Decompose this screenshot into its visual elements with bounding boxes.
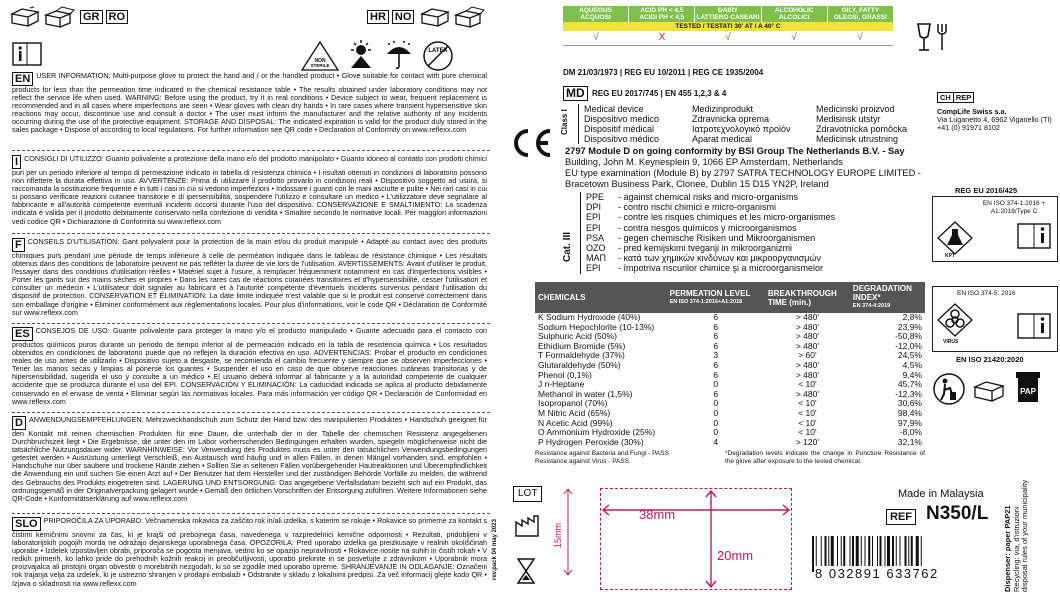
chem-name: M Nitric Acid (65%) [538, 407, 611, 418]
chem-name: N Acetic Acid (99%) [538, 417, 613, 428]
divider [12, 323, 490, 324]
text-it: CONSIGLI DI UTILIZZO: Guanto polivalente a protezione della mano e/o del prodotto manipolato • Guanto idoneo al contatto con prodotti chimici puri per un periodo inferiore al tempo di permeazione indicato in tabella di resistenza chimica • I risultati ottenuti in condizioni di laboratorio possono non riflettere la durata effettiva in uso. AVVERTENZE: Prima di utilizzare il prodotto provarlo in condizioni reali • Dispositivo soggetto ad usura, si raccomanda la sostituzione frequente e in tutti i casi in cui si vedono imperfezioni • Indossare i guanti con le mani asciutte e pulite • Nei rari casi in cui si possano verificare reazioni cutanee transitorie e di ipersensibilità, sospendere l'utilizzo e consultare un medico • L'utilizzatore deve segnalare al fabbricante e all'autorità competente eventuali incidenti occorsi durante l'uso del dispositivo. CONSERVAZIONE E SMALTIMENTO: La scadenza indicata è valida per il prodotto debitamente conservato nella confezione di vendita • Smaltire secondo le normative locali. Per maggiori informazioni vedi codice QR • Dichiarazione di Conformità su www.reflexx.com [12, 154, 487, 226]
ch-rep-tel: +41 (0) 91971 8102 [937, 123, 1000, 132]
chem-breakthrough: < 10' [798, 398, 817, 409]
box-open-icon-right [452, 6, 486, 28]
chem-breakthrough: > 480' [795, 340, 819, 351]
chem-header-label: DEGRADATION INDEX* [852, 284, 912, 302]
text-en: USER INFORMATION: Multi-purpose glove to protect the hand and / or the handled product • Glove suitable for contact with pure chemical products for less than the permeation time indicated in the chemical resistance table • The results obtained under laboratory conditions may not reflect the service life when used. WARNING: Before using the product, try it in real conditions • Device subject to wear, frequent replacement is recommended and in all cases where imperfections are seen • Wear gloves with clean dry hands • In rare cases where transient hypersensitive skin reactions may occur, discontinue use and consult a doctor • The user must inform the manufacturer and the relative authority of any incidents occurring during the use of the protective equipment. STORAGE AND DISPOSAL: The indicated expiration is valid for the product duly stored in the sales package • Dispose of according to local regulations. For further information see QR code • Declaration of Conformity on www.reflexx.com [12, 71, 487, 135]
food-col-sub: ACIDI PH < 4,5 [639, 14, 685, 21]
chem-degradation: -8,0% [899, 427, 922, 438]
chem-breakthrough: > 480' [795, 359, 819, 370]
chem-pictogram-box [932, 196, 1058, 262]
chem-degradation: 30,6% [897, 398, 922, 409]
chem-degradation: 45,7% [897, 379, 922, 390]
text-block-fr [12, 238, 487, 317]
food-col [695, 6, 761, 22]
ch-rep-address: Via Luganetto 4, 6962 Viganello (TI) [937, 115, 1052, 124]
md-badge: MD [563, 86, 588, 101]
md-name: Zdravotnícka pomôcka [816, 124, 908, 134]
chem-subheader: EN ISO 374-1:2016+A1:2018 [669, 298, 743, 305]
lang-gr: GR [80, 10, 103, 24]
chem-name: K Sodium Hydroxide (40%) [538, 312, 641, 322]
label-area [600, 488, 792, 590]
food-col-title: AQUEOUS [579, 7, 613, 14]
md-name: Medicinsk utrustning [816, 134, 899, 144]
certification-text [565, 146, 1040, 190]
lang-no: NO [392, 10, 415, 24]
manufacture-date-icon [514, 514, 540, 538]
chem-degradation: 98,4% [897, 407, 922, 418]
chem-header [535, 282, 667, 313]
chem-breakthrough: > 480' [795, 312, 819, 322]
chem-degradation: 24,5% [897, 350, 922, 361]
food-result: √ [593, 32, 599, 43]
box-icon [10, 6, 40, 28]
sun-protect-icon [346, 40, 376, 70]
chem-breakthrough: > 480' [795, 331, 819, 342]
chem-name: Glutaraldehyde (50%) [538, 359, 621, 370]
ppe-desc: - against chemical risks and micro-organisms [618, 192, 799, 202]
chem-degradation: 23,9% [897, 321, 922, 332]
text-es: CONSEJOS DE USO: Guante polivalente para proteger la mano y/o el producto manipulado • Guante adecuado para el contacto con productos químicos puros durante un periodo de tiempo inferior al de permeación indicado en la tabla de resistencia química • Los resultados obtenidos en condiciones de laboratorio puede que no reflejen la duración efectiva en uso. ADVERTENCIAS: Probar el producto en condiciones reales de uso antes de utilizarlo • Dispositivo sujeto a desgaste, se recomienda el cambio frecuente y siempre que se observen imperfecciones • Tener las manos secas y limpias al ponerse los guantes • Suspender el uso en caso de que observe reacciones cutáneas transitorias y de hipersensibilidad, sugerida el uso y consulte a un médico • El usuario deberá informar al fabricante y a la autoridad competente de cualquier accidente que se produzca durante el uso del EPI. CONSERVACIÓN Y ELIMINACIÓN: La caducidad indicada se aplica al producto debidamente conservado en el envase de venta • Eliminar según las normativas locales. Para más información ver código QR • Declaración de Conformidad en www.reflexx.com [12, 326, 487, 406]
chem-name: Sodium Hepochlorite (10-13%) [538, 321, 655, 332]
chem-permeation: 6 [713, 321, 719, 332]
ref-label: REF [886, 509, 916, 525]
food-result: √ [857, 32, 863, 43]
svg-text:PAP: PAP [1020, 387, 1036, 396]
chem-breakthrough: > 60' [798, 350, 817, 361]
food-result: √ [725, 32, 731, 43]
lang-badge-en: EN [12, 72, 33, 86]
chem-subheader: EN 374-4:2019 [852, 303, 891, 309]
food-result: √ [791, 32, 797, 43]
food-col [828, 6, 893, 22]
chem-name: Isopropanol (70%) [538, 398, 608, 409]
dispenser-text: Dispenser: paper PAP21 [1003, 505, 1012, 592]
food-col [563, 6, 629, 22]
hourglass-icon [516, 558, 536, 584]
chem-breakthrough: > 480' [795, 369, 819, 380]
info-book-icon [1017, 313, 1051, 339]
std-iso21420: EN ISO 21420:2020 [956, 355, 1024, 364]
chem-note: Resistance against Virus - PASS [535, 457, 630, 465]
chem-permeation: 0 [713, 427, 719, 438]
md-name: Medical device [584, 104, 644, 114]
text-block-en [12, 72, 487, 135]
info-book-icon [12, 42, 42, 66]
text-block-it [12, 155, 487, 226]
box-icon [972, 378, 1006, 404]
recycling-text: Recycling: via, d'istruzioni [1011, 506, 1021, 592]
ppe-row [586, 212, 835, 222]
food-contact-table [563, 6, 893, 46]
md-name: Dispositivo medico [584, 114, 660, 124]
ppe-regulation: REG EU 2016/425 [955, 186, 1018, 195]
latex-free-icon [422, 40, 454, 72]
ch-rep-badge [937, 92, 974, 103]
chem-breakthrough: < 10' [798, 407, 817, 418]
chem-permeation: 0 [713, 407, 719, 418]
lang-pair-left [80, 10, 131, 28]
chem-permeation: 6 [713, 312, 719, 322]
chem-permeation: 6 [713, 388, 719, 399]
chem-degradation: -12,3% [895, 388, 922, 399]
ppe-row [586, 233, 835, 243]
divider [12, 412, 490, 413]
box-open-icon [42, 6, 76, 28]
ch-rep-name: CompLife Swiss s.a. [937, 107, 1007, 116]
ppe-desc: - împotriva riscurilor chimice şi a microorganismelor [618, 263, 824, 274]
md-class: Class I [560, 109, 569, 135]
food-col-title: ALCOHOLIC [774, 7, 814, 14]
lang-badge-it: I [12, 155, 21, 169]
chem-name: Sulphuric Acid (50%) [538, 331, 617, 342]
ppe-code: EPI [586, 212, 601, 223]
ppe-code: PPE [586, 192, 605, 202]
divider [12, 150, 490, 151]
ppe-desc: - contra riesgos químicos y microorganismos [618, 222, 797, 233]
chem-header-label: CHEMICALS [538, 293, 586, 302]
chem-breakthrough: > 480' [795, 388, 819, 399]
box-icon-right [420, 6, 450, 28]
chem-permeation: 0 [713, 417, 719, 428]
md-names [578, 104, 939, 144]
cert-line: Bracetown Business Park, Clonee, Dublin 15 D15 YN2P, Ireland [565, 179, 829, 189]
text-de: ANWENDUNGSEMPFEHLUNGEN: Mehrzweckhandschuh zum Schutz der Hand bzw. des manipulierten Produktes • Handschuh geeignet für den Kontakt mit reinen chemischen Produkten für eine Dauer, die unterhalb der in der Tabelle der chemischen Resistenz angegebenen Durchbruchszeit liegt • Die Ergebnisse, die unter den im Labor vorherrschenden Bedingungen erhalten wurden, spiegeln möglicherweise nicht die tatsächliche Nutzungsdauer wider. WARNHINWEISE: Vor Verwendung des Produktes muss es unter den tatsächlichen Verwendungsbedingungen getestet werden • Ausrüstung unterliegt Verschleiß, ein Austausch wird häufig und in allen Fällen, in denen Mängel vorhanden sind, empfohlen • Handschuhe nur über saubere und trockene Hände ziehen • Sollten Sie in seltenen Fällen vorübergehender Hautreaktionen und Überempfindlichkeit die Anwendung ein und suchen Sie einen Arzt auf • Der Benutzer hat dem Hersteller und der zuständigen Behörde Vorfälle zu melden, die während des Gebrauchs des Produkts eingetreten sind. LAGERUNG UND ENTSORGUNG: Das angegebene Verfallsdatum bezieht sich auf ein Produkt, das ordnungsgemäß in der Originalverpackung gelagert wurde • Gemäß den örtlichen Vorschriften der Entsorgung zuführen. Weitere Informationen siehe QR-Code • Konformitätserklärung auf www.reflexx.com [12, 415, 487, 503]
chem-breakthrough: < 10' [798, 417, 817, 428]
food-col-title: OILY, FATTY [841, 7, 880, 14]
food-tested: TESTED / TESTATI 30' AT / A 40° C [563, 22, 893, 31]
chem-breakthrough: < 10' [798, 427, 817, 438]
chem-permeation: 6 [713, 359, 719, 370]
md-name: Zdravnicka oprema [692, 114, 770, 124]
divider [12, 513, 490, 514]
chem-degradation: 4,5% [902, 359, 922, 370]
revision-text: rev.pack 04 may 2023 [492, 519, 498, 580]
chem-header [667, 282, 765, 313]
svg-text:NON: NON [314, 58, 326, 64]
keep-dry-icon [384, 40, 414, 70]
md-name: Medizinprodukt [692, 104, 754, 114]
chem-name: J n-Heptane [538, 379, 585, 390]
chem-name: Ethidium Bromide (5%) [538, 340, 626, 351]
std-iso374-1 [973, 200, 1055, 215]
food-glass-fork-icon [912, 20, 952, 54]
chem-notes-left [535, 450, 669, 465]
chem-header [765, 282, 850, 313]
dimension-height-label: 20mm [717, 548, 754, 563]
chemical-flask-icon [937, 221, 973, 255]
chem-permeation: 0 [713, 398, 719, 409]
chem-row [535, 361, 925, 371]
food-col-title: DAIRY [718, 7, 738, 14]
chem-name: Phenol (0,1%) [538, 369, 592, 380]
chem-degradation: 97,9% [897, 417, 922, 428]
food-col-sub: LATTIERO CASEARI [696, 14, 760, 21]
chem-row [535, 371, 925, 381]
chem-name: P Hydrogen Peroxide (30%) [538, 436, 644, 447]
disposal-vertical-text [1004, 480, 1030, 592]
product-code: N350/L [926, 503, 989, 524]
chem-note: Resistance against Bacteria and Fungi - PASS [535, 450, 669, 458]
md-name: Medisinsk utstyr [816, 114, 881, 124]
chem-degradation: -50,8% [895, 331, 922, 342]
virus-pictogram-box [932, 286, 1058, 352]
dimension-side-label: 15mm [553, 522, 563, 548]
ppe-desc: - pred kemijskimi tveganji in mikroorganizmi [618, 243, 793, 254]
food-col [629, 6, 695, 22]
ppe-list [580, 192, 835, 274]
kpt-label: KPT [945, 253, 955, 259]
made-in: Made in Malaysia [898, 488, 984, 500]
ppe-desc: - gegen chemische Risiken und Mikroorganismen [618, 232, 816, 243]
chem-degradation: 2,8% [902, 312, 922, 322]
chem-permeation: 6 [713, 369, 719, 380]
virus-label: VIRUS [943, 339, 959, 345]
chem-permeation: 6 [713, 331, 719, 342]
lang-pair-right [367, 10, 417, 28]
chem-note-right: *Degradation levels indicate the change in Puncture Resistance of the glove after exposure to the tested chemical. [725, 450, 925, 465]
svg-text:LATEX: LATEX [428, 48, 448, 54]
ppe-code: PSA [586, 232, 605, 243]
ch-rep-info [937, 108, 1057, 132]
recycle-person-icon [932, 372, 966, 406]
md-name: Dispositivo médico [584, 134, 660, 144]
chem-name: T Formaldehyde (37%) [538, 350, 625, 361]
lang-badge-es: ES [12, 327, 33, 341]
lang-ro: RO [106, 10, 129, 24]
chem-body [535, 313, 925, 447]
ppe-desc: - contre les risques chimiques et les micro-organismes [618, 212, 836, 223]
lang-badge-de: D [12, 416, 26, 430]
std-label: A1:2018/Type C [990, 207, 1038, 215]
food-col-sub: OLEOSI, GRASSI [833, 14, 887, 21]
chem-breakthrough: > 480' [795, 321, 819, 332]
food-col [762, 6, 828, 22]
ppe-category: Cat. III [562, 231, 573, 262]
lang-badge-slo: SLO [12, 517, 41, 531]
chem-breakthrough: > 120' [795, 436, 819, 447]
md-name: Aparat medical [692, 134, 753, 144]
chem-degradation: 9,4% [902, 369, 922, 380]
dimension-width-label: 38mm [639, 507, 676, 522]
chem-permeation: 0 [713, 379, 719, 390]
lot-label: LOT [513, 486, 542, 502]
chem-permeation: 4 [713, 436, 719, 447]
cert-line: Building, John M. Keynesplein 9, 1066 EP Amsterdam, Netherlands [565, 157, 843, 167]
text-block-slo [12, 517, 487, 588]
food-regulation: DM 21/03/1973 | REG EU 10/2011 | REG CE 1935/2004 [563, 68, 764, 77]
cert-line: 2797 Module D on going conformity by BSI Group The Netherlands B.V. - Say [565, 146, 905, 156]
cert-line: EU type examination (Module B) by 2797 SATRA TECHNOLOGY EUROPE LIMITED - [565, 168, 921, 178]
text-fr: CONSEILS D'UTILISATION: Gant polyvalent pour la protection de la main et/ou du produit manipulé • Adapté au contact avec des produits chimiques purs pendant une période de temps inférieure à celle de perméation indiquée dans le tableau de résistance chimique • Les résultats obtenus dans des conditions de laboratoire peuvent ne pas refléter la durée de vie lors de l'utilisation. AVERTISSEMENTS: Avant d'utiliser le produit, l'essayer dans des conditions d'utilisation réelles • Matériel sujet à l'usure, à remplacer fréquemment notamment en cas d'imperfections visibles • Porter les gants sur des mains sèches et propres • Dans les rares cas de réactions cutanées transitoires et d'hypersensibilité, cesser l'utilisation et consulter un médecin • L'utilisateur doit signaler au fabricant et à l'autorité compétente d'éventuels incidents survenus pendant l'utilisation du dispositif de protection. CONSERVATION ET ÉLIMINATION: La date limite indiquée n'est valable que si le produit est conservé correctement dans son emballage d'origine • Éliminer conformément aux réglementations locales. Pour plus d'informations, voir le code QR • Déclaration de Conformité sur www.reflexx.com [12, 237, 487, 317]
ch-label: CH [937, 92, 954, 103]
chem-row [535, 438, 925, 448]
lang-badge-fr: F [12, 238, 25, 252]
chem-permeation: 3 [713, 350, 719, 361]
chem-breakthrough: < 10' [798, 379, 817, 390]
rep-label: REP [954, 92, 974, 103]
ppe-code: EPI [586, 222, 601, 233]
md-name: Dispositif médical [584, 124, 655, 134]
text-block-de [12, 416, 487, 503]
food-col-sub: ACQUOSI [580, 14, 611, 21]
ppe-desc: - κατά των χημικών κινδύνων και μικροοργανισμών [618, 253, 821, 264]
chem-degradation: -12,0% [895, 340, 922, 351]
ppe-row [586, 243, 835, 253]
ppe-row [586, 223, 835, 233]
barcode-number: 8 032891 633762 [815, 566, 939, 581]
md-name: Ιατροτεχνολογικό προϊόν [692, 124, 791, 134]
chem-header-label: BREAKTHROUGH TIME (min.) [767, 288, 837, 307]
chem-name: Methanol in water (1,5%) [538, 388, 633, 399]
ppe-row [586, 253, 835, 263]
ppe-row [586, 192, 835, 202]
ce-mark-icon [508, 128, 554, 158]
chemical-table [535, 282, 925, 465]
chem-header-label: PERMEATION LEVEL [669, 288, 751, 298]
md-regulation: REG EU 2017/745 | EN 455 1,2,3 & 4 [592, 89, 727, 98]
std-label: EN ISO 374-1:2016 + [982, 200, 1046, 207]
chem-header [850, 282, 925, 313]
paper-recycle-icon [1010, 370, 1046, 406]
ppe-code: EPI [586, 263, 601, 274]
ppe-code: DPI [586, 202, 602, 213]
std-iso374-5: EN ISO 374-5: 2016 [957, 290, 1016, 297]
ppe-row [586, 263, 835, 273]
info-book-icon [1017, 223, 1051, 249]
disposal-text: disposal rules of your municipality [1020, 479, 1029, 592]
ppe-code: MAП [586, 253, 606, 264]
lang-hr: HR [367, 10, 389, 24]
food-col-sub: ALCOLICI [778, 14, 810, 21]
ppe-code: OZO [586, 243, 606, 254]
chem-permeation: 6 [713, 340, 719, 351]
food-col-title: ACID PH < 4,5 [640, 7, 684, 14]
svg-text:STERILE: STERILE [310, 63, 330, 68]
chem-degradation: 32,1% [897, 436, 922, 447]
ppe-row [586, 202, 835, 212]
nonsterile-icon [300, 40, 340, 72]
text-block-es [12, 327, 487, 406]
food-result: X [658, 32, 666, 43]
ppe-desc: - contro rischi chimici e micro-organismi [618, 202, 777, 213]
md-name: Medicinski proizvod [816, 104, 895, 114]
text-slo: PRIPOROČILA ZA UPORABO: Večnamenska rokavica za zaščito rok in/ali izdelka, s katerim se rokuje • Rokavice so primerne za kontakt s čistimi kemičnimi snovmi za čas, ki je krajši od prebojnega časa, navedenega v razpredelnici kemične odpornosti • Rezultati, pridobljeni v laboratorijskih pogojih morda ne odražajo dejanskega uporabnega časa. OPOZORILA: Pred uporabo izdelka ga preizkusajte v realnih okoliščinah uporabe • Izdelek izpostavljen obrabi, priporoča se pogosta menjava, vedno ko se opazijo nepravilnosti • Rokavice nosite na suhih in čistih rokah • V redkih primerih, ko lahko pride do prehodnih kožnih reakcij in preobčutljivosti, uporabo prekinite in se posvetujte z zdravnikom • Uporabnik mora proizvajalca ali pristojni organ obvestiti o morebitnih nezgodah, ki so se zgodile med uporabo opreme. SHRANJEVANJE IN ODLAGANJE: Označeni rok trajanja velja za izdelek, ki je ustrezno shranjen v prodajni embalaži • Odstranite v skladu z lokalnimi predpisi. Za več informacij glejte kodo QR • Izjava o skladnosti na www.reflexx.com [12, 516, 487, 588]
chem-name: O Ammonium Hydroxide (25%) [538, 427, 656, 438]
divider [12, 233, 490, 234]
biohazard-icon [937, 303, 973, 337]
